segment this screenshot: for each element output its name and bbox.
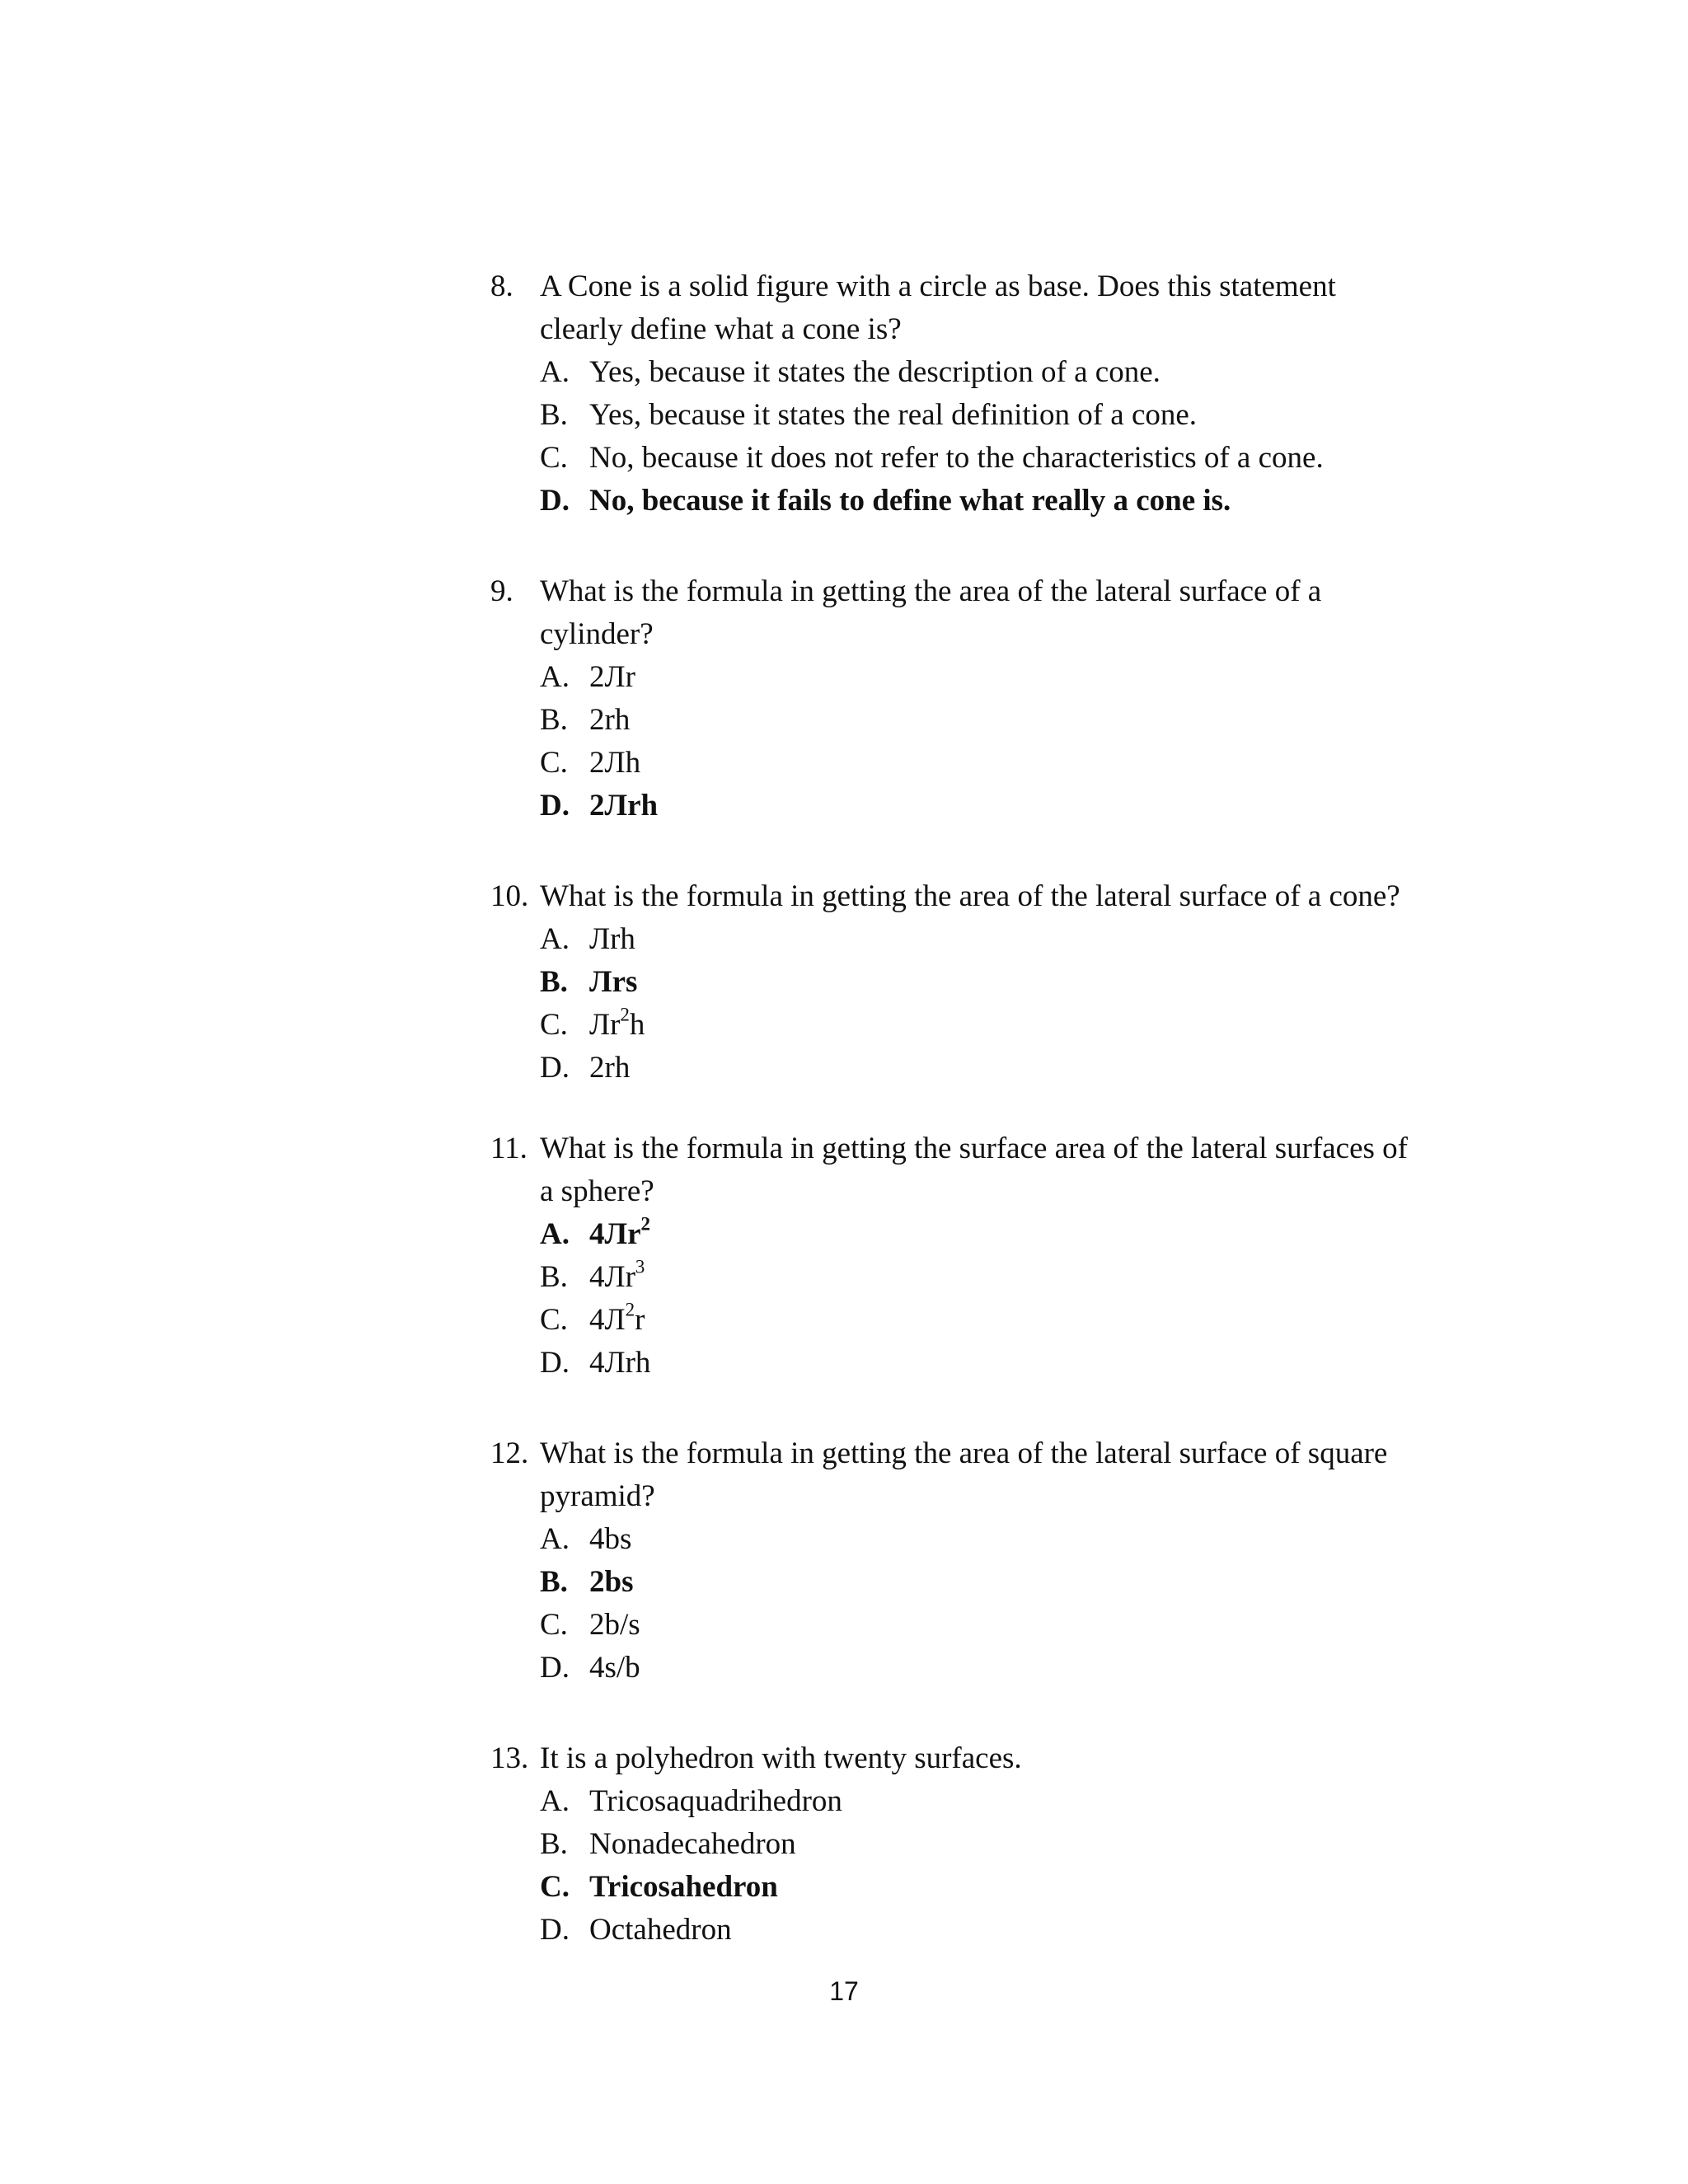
- option-letter: B.: [540, 1565, 568, 1599]
- option-letter: C.: [540, 441, 568, 475]
- answer-option-correct: [490, 785, 1504, 827]
- answer-option: [490, 918, 1504, 961]
- formula-part: 4Лr: [589, 1217, 641, 1251]
- question-number: 13.: [490, 1741, 529, 1775]
- answer-option: [490, 1004, 1504, 1047]
- option-letter: A.: [540, 1217, 570, 1251]
- answer-option: [490, 437, 1504, 480]
- question-stem-line: [490, 1475, 1504, 1518]
- option-letter: C.: [540, 1008, 568, 1042]
- question-stem-line: [490, 1170, 1504, 1213]
- option-text: No, because it does not refer to the characteristics of a cone.: [589, 441, 1324, 475]
- formula-part: 2Лrh: [589, 789, 659, 823]
- option-letter: A.: [540, 355, 570, 389]
- superscript: 2: [625, 1299, 635, 1320]
- option-text: [589, 961, 637, 1004]
- answer-option: [490, 1256, 1504, 1299]
- question-stem-line: [490, 1737, 1504, 1780]
- answer-option: [490, 1823, 1504, 1866]
- question-text: What is the formula in getting the area of the lateral surface of square: [540, 1436, 1388, 1470]
- option-text: Octahedron: [589, 1913, 732, 1947]
- option-text: Tricosahedron: [589, 1870, 778, 1904]
- question-stem-line: [490, 613, 1504, 656]
- answer-option-correct: [490, 1213, 1504, 1256]
- option-letter: C.: [540, 746, 568, 780]
- question-stem-line: [490, 570, 1504, 613]
- answer-option-correct: [490, 1561, 1504, 1604]
- option-letter: B.: [540, 965, 568, 999]
- option-text: [589, 1213, 650, 1256]
- answer-option: [490, 1909, 1504, 1952]
- option-text: [589, 1561, 633, 1604]
- option-letter: C.: [540, 1608, 568, 1642]
- option-text: [589, 742, 640, 785]
- option-text: [589, 785, 658, 827]
- question-2: [490, 875, 1504, 1090]
- option-text: No, because it fails to define what really a cone is.: [589, 484, 1231, 518]
- option-text: [589, 1256, 645, 1299]
- question-4: [490, 1432, 1504, 1690]
- question-text: cylinder?: [540, 617, 654, 651]
- formula-part: Лr: [589, 1008, 621, 1042]
- answer-option: [490, 1780, 1504, 1823]
- option-letter: D.: [540, 1346, 570, 1380]
- answer-option: [490, 656, 1504, 699]
- answer-option: [490, 1518, 1504, 1561]
- question-stem-line: [490, 1127, 1504, 1170]
- question-text: It is a polyhedron with twenty surfaces.: [540, 1741, 1022, 1775]
- formula-part: 2Лh: [589, 746, 641, 780]
- formula-part: 4Лrh: [589, 1346, 651, 1380]
- question-stem-line: [490, 1432, 1504, 1475]
- question-text: What is the formula in getting the area of the lateral surface of a: [540, 574, 1322, 608]
- option-text: [589, 1047, 630, 1090]
- option-text: [589, 1604, 640, 1647]
- answer-option: [490, 1047, 1504, 1090]
- option-text: [589, 1518, 631, 1561]
- option-letter: A.: [540, 922, 570, 956]
- option-text: [589, 1004, 645, 1047]
- page-number: 17: [829, 1976, 859, 2006]
- option-letter: D.: [540, 484, 570, 518]
- option-letter: D.: [540, 1051, 570, 1085]
- option-text: [589, 1342, 650, 1385]
- formula-part: Лrs: [589, 965, 638, 999]
- question-text: clearly define what a cone is?: [540, 312, 902, 346]
- question-text: What is the formula in getting the area of the lateral surface of a cone?: [540, 879, 1400, 913]
- formula-part: 2b/s: [589, 1608, 640, 1642]
- option-letter: A.: [540, 1522, 570, 1556]
- question-number: 12.: [490, 1436, 529, 1470]
- option-text: [589, 699, 630, 742]
- answer-option: [490, 394, 1504, 437]
- question-stem-line: [490, 265, 1504, 308]
- option-letter: D.: [540, 1651, 570, 1685]
- option-text: [589, 656, 635, 699]
- superscript: 2: [640, 1213, 650, 1235]
- answer-option: [490, 1647, 1504, 1690]
- question-text: What is the formula in getting the surface area of the lateral surfaces of: [540, 1132, 1409, 1165]
- question-number: 8.: [490, 269, 513, 303]
- formula-part: 2bs: [589, 1565, 634, 1599]
- question-text: pyramid?: [540, 1479, 655, 1513]
- formula-part: 2rh: [589, 1051, 631, 1085]
- option-text: Yes, because it states the description of a cone.: [589, 355, 1160, 389]
- formula-part: 2rh: [589, 703, 631, 737]
- option-text: [589, 918, 635, 961]
- answer-option: [490, 742, 1504, 785]
- option-text: Nonadecahedron: [589, 1827, 796, 1861]
- option-letter: D.: [540, 789, 570, 823]
- superscript: 2: [620, 1004, 630, 1025]
- question-text: A Cone is a solid figure with a circle as base. Does this statement: [540, 269, 1336, 303]
- option-letter: D.: [540, 1913, 570, 1947]
- answer-option: [490, 351, 1504, 394]
- question-3: [490, 1127, 1504, 1385]
- answer-option: [490, 699, 1504, 742]
- formula-part: r: [635, 1303, 645, 1337]
- question-text: a sphere?: [540, 1174, 654, 1208]
- question-stem-line: [490, 308, 1504, 351]
- option-letter: A.: [540, 1784, 570, 1818]
- formula-part: 4s/b: [589, 1651, 640, 1685]
- question-number: 11.: [490, 1132, 528, 1165]
- option-letter: C.: [540, 1303, 568, 1337]
- formula-part: 4bs: [589, 1522, 632, 1556]
- superscript: 3: [635, 1256, 645, 1277]
- answer-option: [490, 1299, 1504, 1342]
- option-letter: B.: [540, 1827, 568, 1861]
- option-text: [589, 1647, 640, 1690]
- formula-part: Лrh: [589, 922, 635, 956]
- question-number: 9.: [490, 574, 513, 608]
- answer-option: [490, 1604, 1504, 1647]
- formula-part: 4Л: [589, 1303, 626, 1337]
- option-letter: B.: [540, 1260, 568, 1294]
- answer-option-correct: [490, 480, 1504, 523]
- option-text: [589, 1299, 645, 1342]
- question-stem-line: [490, 875, 1504, 918]
- option-letter: B.: [540, 703, 568, 737]
- question-0: [490, 265, 1504, 523]
- option-letter: C.: [540, 1870, 570, 1904]
- option-text: Yes, because it states the real definition of a cone.: [589, 398, 1198, 432]
- formula-part: 2Лr: [589, 660, 635, 694]
- option-letter: B.: [540, 398, 568, 432]
- answer-option: [490, 1342, 1504, 1385]
- question-5: [490, 1737, 1504, 1952]
- question-number: 10.: [490, 879, 529, 913]
- question-1: [490, 570, 1504, 827]
- formula-part: h: [629, 1008, 645, 1042]
- option-letter: A.: [540, 660, 570, 694]
- option-text: Tricosaquadrihedron: [589, 1784, 842, 1818]
- answer-option-correct: [490, 1866, 1504, 1909]
- formula-part: 4Лr: [589, 1260, 635, 1294]
- answer-option-correct: [490, 961, 1504, 1004]
